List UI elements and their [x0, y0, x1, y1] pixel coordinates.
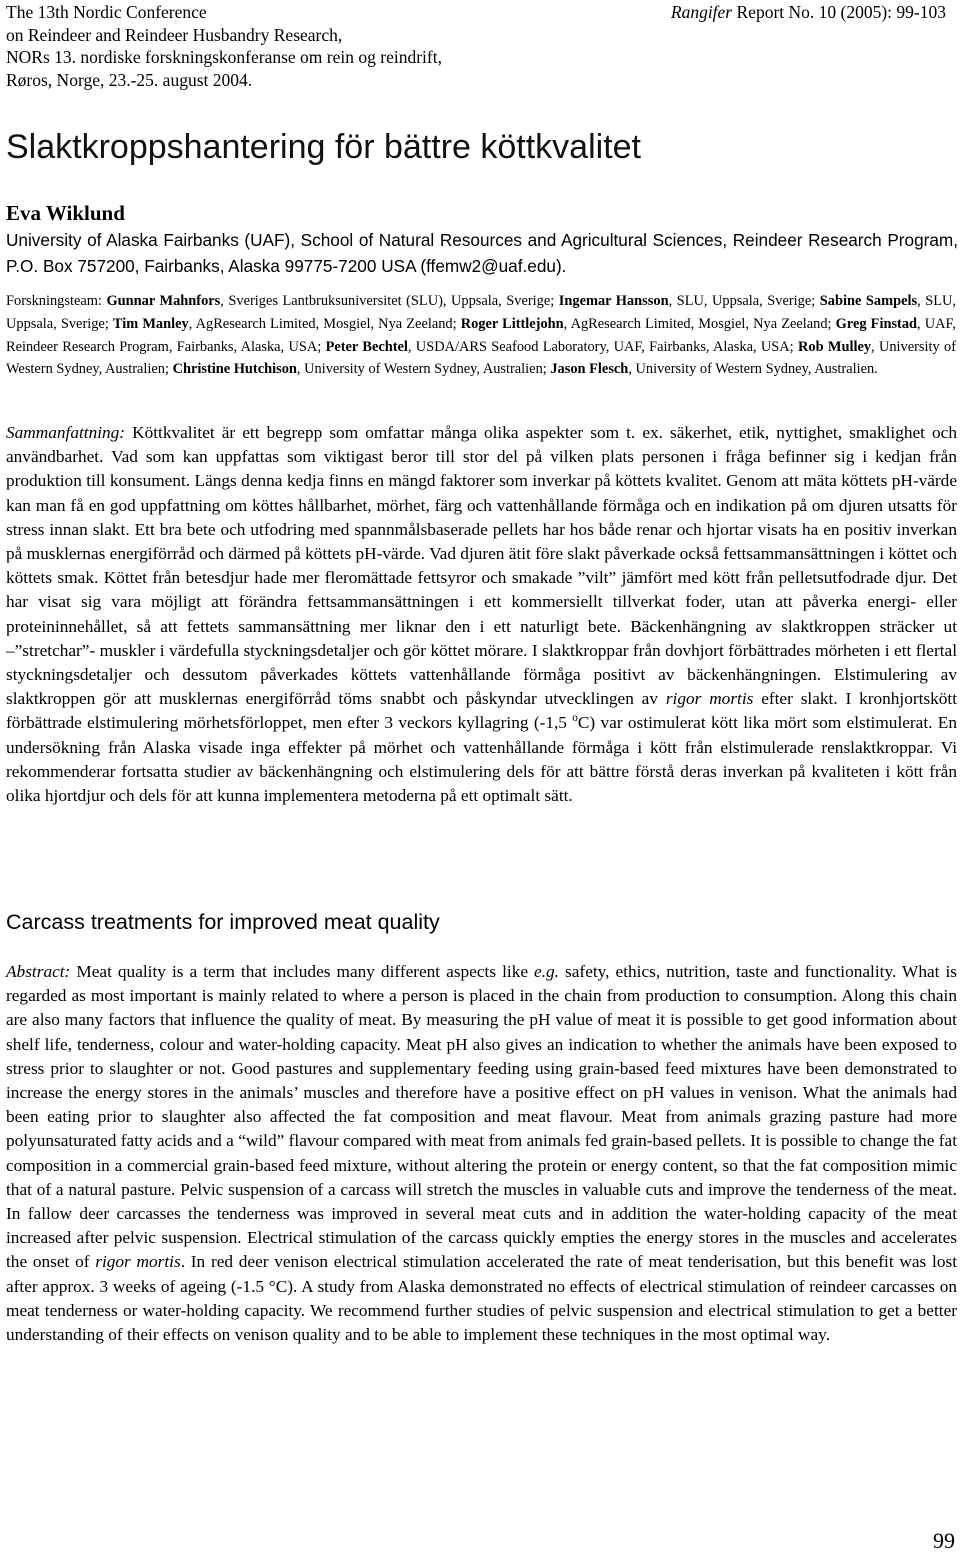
- team-member-name: Tim Manley: [112, 315, 189, 332]
- conference-line: Røros, Norge, 23.-25. august 2004.: [6, 69, 253, 90]
- conference-line: The 13th Nordic Conference: [6, 2, 207, 22]
- team-member-affiliation: , University of Western Sydney, Australien;: [296, 361, 551, 378]
- team-member-name: Rob Mulley: [797, 338, 872, 355]
- team-label: Forskningsteam:: [6, 293, 107, 309]
- journal-name: Rangifer: [670, 2, 733, 22]
- swedish-summary: [6, 421, 957, 808]
- conference-header: [6, 1, 606, 91]
- author-name: Eva Wiklund: [6, 201, 125, 225]
- team-member-affiliation: , University of Western Sydney, Australien.: [628, 361, 878, 378]
- summary-text: C) var ostimulerat kött lika mört som elstimulerat. En undersökning från Alaska visade inga effekter på mörhet och vattenhållande förmåga i kött från elstimulerade renslaktkroppar. Vi rekommenderar fortsatta studier av bäckenhängning och elstimulering dels för att bättre förstå deras inverkan på kvaliteten i kött från olika hjortdjur och dels för att kunna implementera metoderna på ett optimalt sätt.: [6, 713, 957, 806]
- journal-reference: [671, 1, 946, 24]
- team-member-affiliation: , USDA/ARS Seafood Laboratory, UAF, Fairbanks, Alaska, USA;: [407, 338, 798, 355]
- team-member-affiliation: , AgResearch Limited, Mosgiel, Nya Zeeland;: [188, 315, 461, 332]
- team-member-name: Greg Finstad: [835, 315, 918, 332]
- abstract-italic-eg: e.g.: [534, 962, 559, 981]
- journal-ref: Report No. 10 (2005): 99-103: [732, 2, 946, 22]
- degree-sign: o: [572, 712, 578, 725]
- team-member-affiliation: , University of Western Sydney, Australien;: [6, 338, 956, 378]
- summary-label: Sammanfattning:: [6, 423, 126, 442]
- abstract-text: Meat quality is a term that includes many different aspects like: [70, 962, 535, 981]
- team-member-affiliation: , SLU, Uppsala, Sverige;: [668, 293, 820, 309]
- team-member-name: Peter Bechtel: [325, 338, 408, 355]
- abstract-text: . In red deer venison electrical stimulation accelerated the rate of meat tenderisation, but this benefit was lost after approx. 3 weeks of ageing (-1.5 °C). A study from Alaska demonstrated no effects of electrical stimulation of reindeer carcasses on meat tenderness or water-holding capacity. We recommend further studies of pelvic suspension and electrical stimulation to get a better understanding of their effects on venison quality and to be able to implement these techniques in the most optimal way.: [6, 1252, 957, 1345]
- abstract-label: Abstract:: [6, 962, 71, 981]
- team-member-affiliation: , SLU, Uppsala, Sverige;: [6, 293, 956, 332]
- team-member-affiliation: , AgResearch Limited, Mosgiel, Nya Zeeland;: [563, 315, 836, 332]
- english-abstract: [6, 960, 957, 1347]
- team-member-affiliation: , Sveriges Lantbruksuniversitet (SLU), Uppsala, Sverige;: [220, 293, 559, 309]
- team-member-name: Roger Littlejohn: [460, 315, 564, 332]
- team-member-name: Christine Hutchison: [172, 361, 297, 378]
- conference-line: on Reindeer and Reindeer Husbandry Research,: [6, 24, 343, 45]
- summary-text: efter slakt. I kronhjortskött förbättrade elstimulering mörhetsförloppet, men efter 3 veckors kyllagring (-1,5: [6, 689, 958, 733]
- team-member-name: Ingemar Hansson: [558, 293, 669, 309]
- summary-text: Köttkvalitet är ett begrepp som omfattar många olika aspekter som t. ex. säkerhet, etik, nyttighet, smaklighet och användbarhet. Vad som kan uppfattas som viktigast beror till stor del på vilken plats personen i fråga befinner sig i kedjan från produktion till konsument. Längs denna kedja finns en mängd faktorer som inverkar på köttets kvalitet. Genom att mäta köttets pH-värde kan man få en god uppfattning om köttes hållbarhet, mörhet, färg och vattenhållande förmåga och en indikation på om djuren utsatts för stress innan slakt. Ett bra bete och utfodring med spannmålsbaserade pellets har hos både renar och hjortar visats ha en positiv inverkan på musklernas energiförråd och därmed på köttets pH-värde. Vad djuren ätit före slakt påverkade också fettsammansättningen i köttet och köttets smak. Köttet från betesdjur hade mer fleromättade fettsyror och smakade ”vilt” jämfört med kött från pelletsutfodrade djur. Det har visat sig vara möjligt att förändra fettsammansättningen i ett kommersiellt tillverkat foder, utan att påverka energi- eller proteininnehållet, så att fettets sammansättning mer liknar den i ett naturligt bete. Bäckenhängning av slaktkroppen sträcker ut –”stretchar”- muskler i värdefulla styckningsdetaljer och gör köttet mörare. I slaktkroppar från dovhjort förbättrades mörheten i ett flertal styckningsdetaljer och dessutom påverkades köttets vattenhållande förmåga positivt av bäckenhängningen. Elstimulering av slaktkroppen gör att musklernas energiförråd töms snabbt och påskyndar utvecklingen av: [6, 423, 957, 709]
- swedish-title: Slaktkroppshantering för bättre köttkvalitet: [6, 128, 641, 166]
- conference-line: NORs 13. nordiske forskningskonferanse om rein og reindrift,: [6, 47, 442, 67]
- team-member-affiliation: , UAF, Reindeer Research Program, Fairbanks, Alaska, USA;: [6, 315, 956, 355]
- english-title: Carcass treatments for improved meat quality: [6, 910, 440, 934]
- research-team: [6, 290, 956, 381]
- team-member-name: Sabine Sampels: [819, 293, 918, 309]
- team-member-name: Jason Flesch: [550, 361, 629, 378]
- abstract-italic-term: rigor mortis: [95, 1252, 181, 1272]
- summary-italic-term: rigor mortis: [665, 689, 754, 709]
- page-number: 99: [933, 1528, 955, 1553]
- team-member-name: Gunnar Mahnfors: [106, 293, 221, 309]
- author-affiliation: University of Alaska Fairbanks (UAF), School of Natural Resources and Agricultural Sciences, Reindeer Research Program, P.O. Box 757200, Fairbanks, Alaska 99775-7200 USA (ffemw2@uaf.edu).: [6, 230, 958, 276]
- abstract-text: safety, ethics, nutrition, taste and functionality. What is regarded as most important is mainly related to where a person is placed in the chain from production to consumption. Along this chain are also many factors that influence the quality of meat. By measuring the pH value of meat it is possible to get good information about shelf life, tenderness, colour and water-holding capacity. Meat pH also gives an indication to whether the animals have been exposed to stress prior to slaughter or not. Good pastures and supplementary feeding using grain-based feed mixtures have been demonstrated to increase the energy stores in the animals’ muscles and therefore have a positive effect on pH values in venison. What the animals had been eating prior to slaughter also affected the fat composition and meat flavour. Meat from animals grazing pasture had more polyunsaturated fatty acids and a “wild” flavour compared with meat from animals fed grain-based pellets. It is possible to change the fat composition in a commercial grain-based feed mixture, without altering the protein or energy content, so that the fat composition mimic that of a natural pasture. Pelvic suspension of a carcass will stretch the muscles in valuable cuts and improve the tenderness of the meat. In fallow deer carcasses the tenderness was improved in several meat cuts and in addition the water-holding capacity of the meat increased after pelvic suspension. Electrical stimulation of the carcass quickly empties the energy stores in the muscles and accelerates the onset of: [6, 962, 957, 1272]
